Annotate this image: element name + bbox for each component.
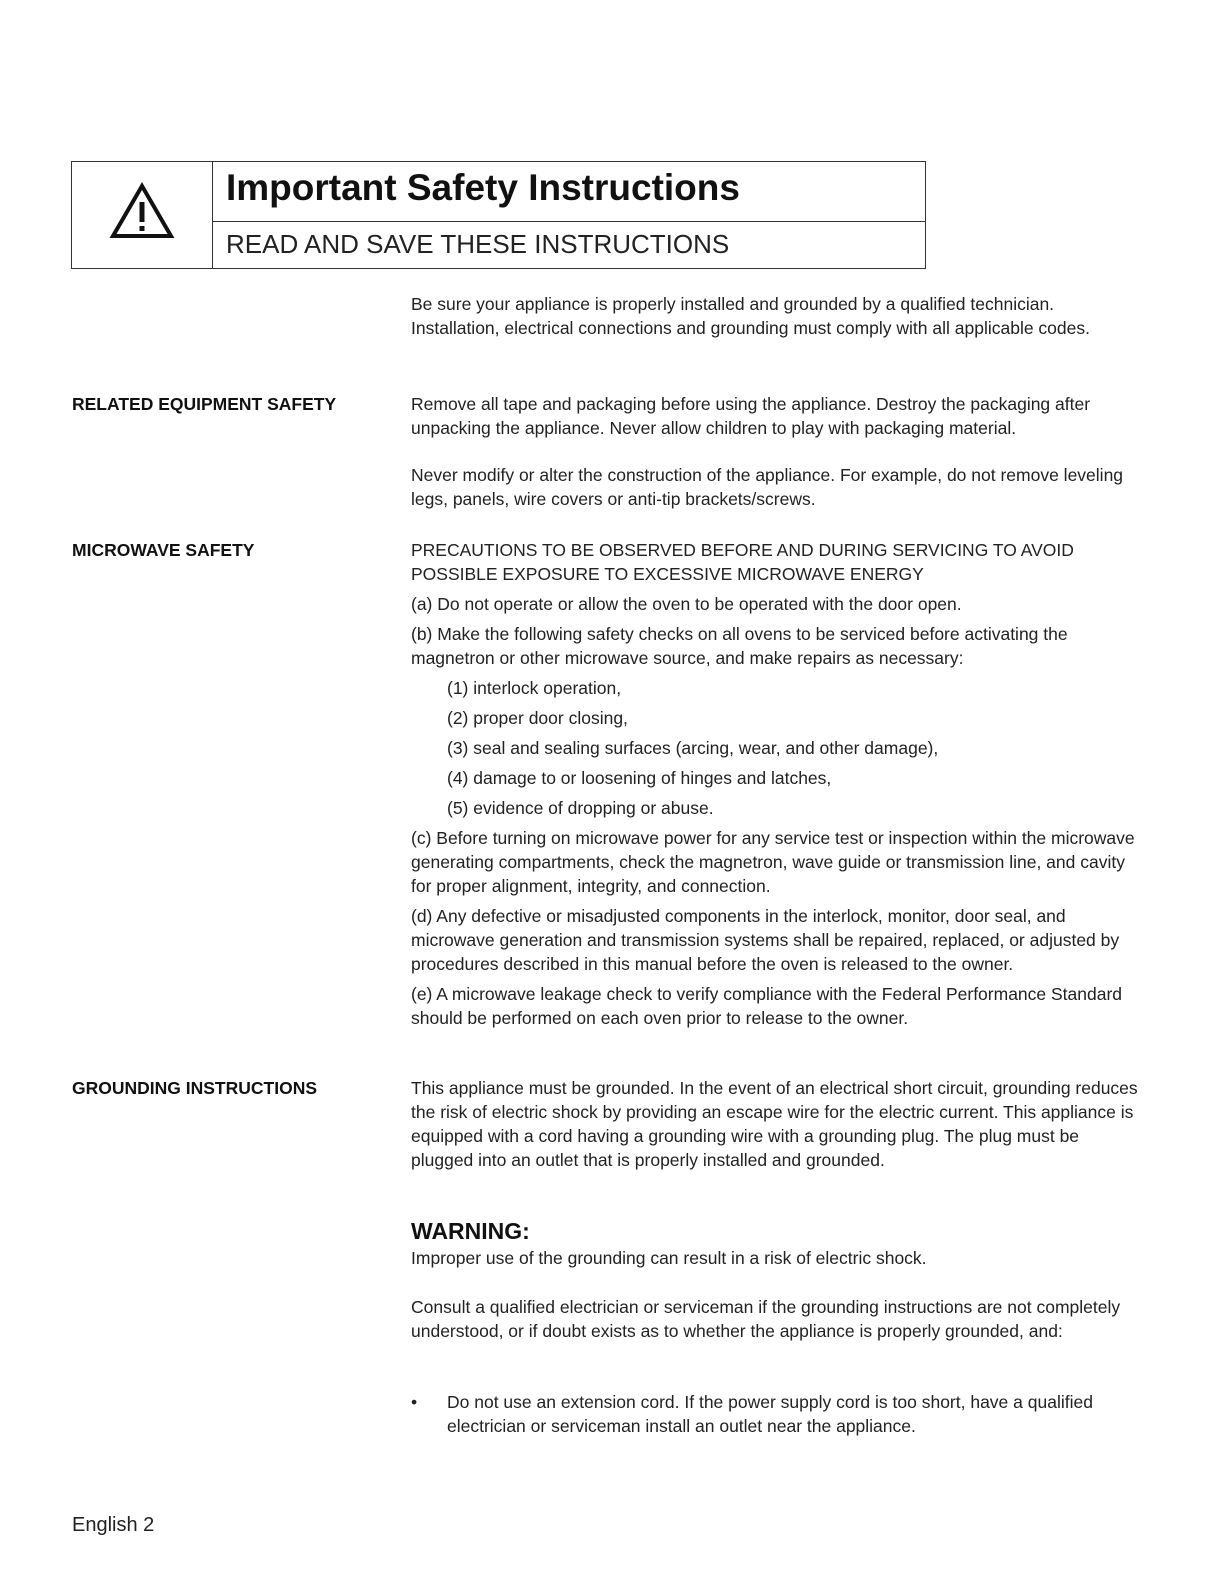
related-equipment-label: RELATED EQUIPMENT SAFETY bbox=[72, 394, 337, 414]
intro-text: Be sure your appliance is properly installed and grounded by a qualified technician. Installation, electrical connections and grounding must comply with all applicable codes. bbox=[411, 294, 1090, 338]
related-equipment-text-2: Never modify or alter the construction of the appliance. For example, do not remove leveling legs, panels, wire covers or anti-tip brackets/screws. bbox=[411, 465, 1124, 509]
microwave-safety-label: MICROWAVE SAFETY bbox=[72, 540, 255, 560]
microwave-item-e: (e) A microwave leakage check to verify compliance with the Federal Performance Standard should be performed on each oven prior to release to the owner. bbox=[411, 984, 1123, 1028]
microwave-precautions-heading: PRECAUTIONS TO BE OBSERVED BEFORE AND DURING SERVICING TO AVOID POSSIBLE EXPOSURE TO EXCESSIVE MICROWAVE ENERGY bbox=[411, 540, 1074, 584]
page-subtitle: READ AND SAVE THESE INSTRUCTIONS bbox=[226, 229, 730, 259]
microwave-check-5: (5) evidence of dropping or abuse. bbox=[447, 798, 714, 818]
consult-paragraph bbox=[411, 1295, 1146, 1343]
microwave-item-c: (c) Before turning on microwave power for any service test or inspection within the microwave generating compartments, check the magnetron, wave guide or transmission line, and cavity for proper alignment, integrity, and connection. bbox=[411, 828, 1135, 896]
page-title: Important Safety Instructions bbox=[213, 162, 925, 222]
warning-triangle-icon bbox=[109, 182, 175, 240]
microwave-item-a: (a) Do not operate or allow the oven to be operated with the door open. bbox=[411, 594, 962, 614]
header-icon-cell bbox=[72, 162, 213, 268]
page-number: English 2 bbox=[72, 1514, 155, 1536]
intro-paragraph bbox=[411, 292, 1146, 340]
microwave-item-d: (d) Any defective or misadjusted components in the interlock, monitor, door seal, and microwave generation and transmission systems shall be repaired, replaced, or adjusted by procedures described in this manual before the oven is released to the owner. bbox=[411, 906, 1120, 974]
warning-heading: WARNING: bbox=[411, 1218, 530, 1244]
related-equipment-text-1: Remove all tape and packaging before using the appliance. Destroy the packaging after unpacking the appliance. Never allow children to play with packaging material. bbox=[411, 394, 1091, 438]
bullet-text: Do not use an extension cord. If the power supply cord is too short, have a qualified electrician or serviceman install an outlet near the appliance. bbox=[447, 1392, 1093, 1436]
warning-text: Improper use of the grounding can result in a risk of electric shock. bbox=[411, 1248, 927, 1268]
related-equipment-para-2 bbox=[411, 463, 1146, 511]
warning-paragraph bbox=[411, 1246, 1146, 1270]
microwave-check-3: (3) seal and sealing surfaces (arcing, wear, and other damage), bbox=[447, 738, 939, 758]
grounding-text: This appliance must be grounded. In the event of an electrical short circuit, grounding reduces the risk of electric shock by providing an escape wire for the electric current. This appliance is equipped with a cord having a grounding wire with a grounding plug. The plug must be plugged into an outlet that is properly installed and grounded. bbox=[411, 1078, 1138, 1170]
list-item bbox=[411, 1390, 1146, 1438]
header-text bbox=[213, 162, 925, 268]
grounding-instructions-label: GROUNDING INSTRUCTIONS bbox=[72, 1078, 317, 1098]
related-equipment-para-1 bbox=[411, 392, 1146, 440]
microwave-check-4: (4) damage to or loosening of hinges and latches, bbox=[447, 768, 832, 788]
microwave-check-1: (1) interlock operation, bbox=[447, 678, 622, 698]
bullet-icon: • bbox=[411, 1392, 418, 1412]
microwave-check-2: (2) proper door closing, bbox=[447, 708, 628, 728]
microwave-safety-block bbox=[411, 538, 1146, 1030]
grounding-paragraph bbox=[411, 1076, 1146, 1172]
safety-header-box bbox=[71, 161, 926, 269]
microwave-item-b: (b) Make the following safety checks on all ovens to be serviced before activating the magnetron or other microwave source, and make repairs as necessary: bbox=[411, 624, 1068, 668]
consult-text: Consult a qualified electrician or serviceman if the grounding instructions are not completely understood, or if doubt exists as to whether the appliance is properly grounded, and: bbox=[411, 1297, 1121, 1341]
